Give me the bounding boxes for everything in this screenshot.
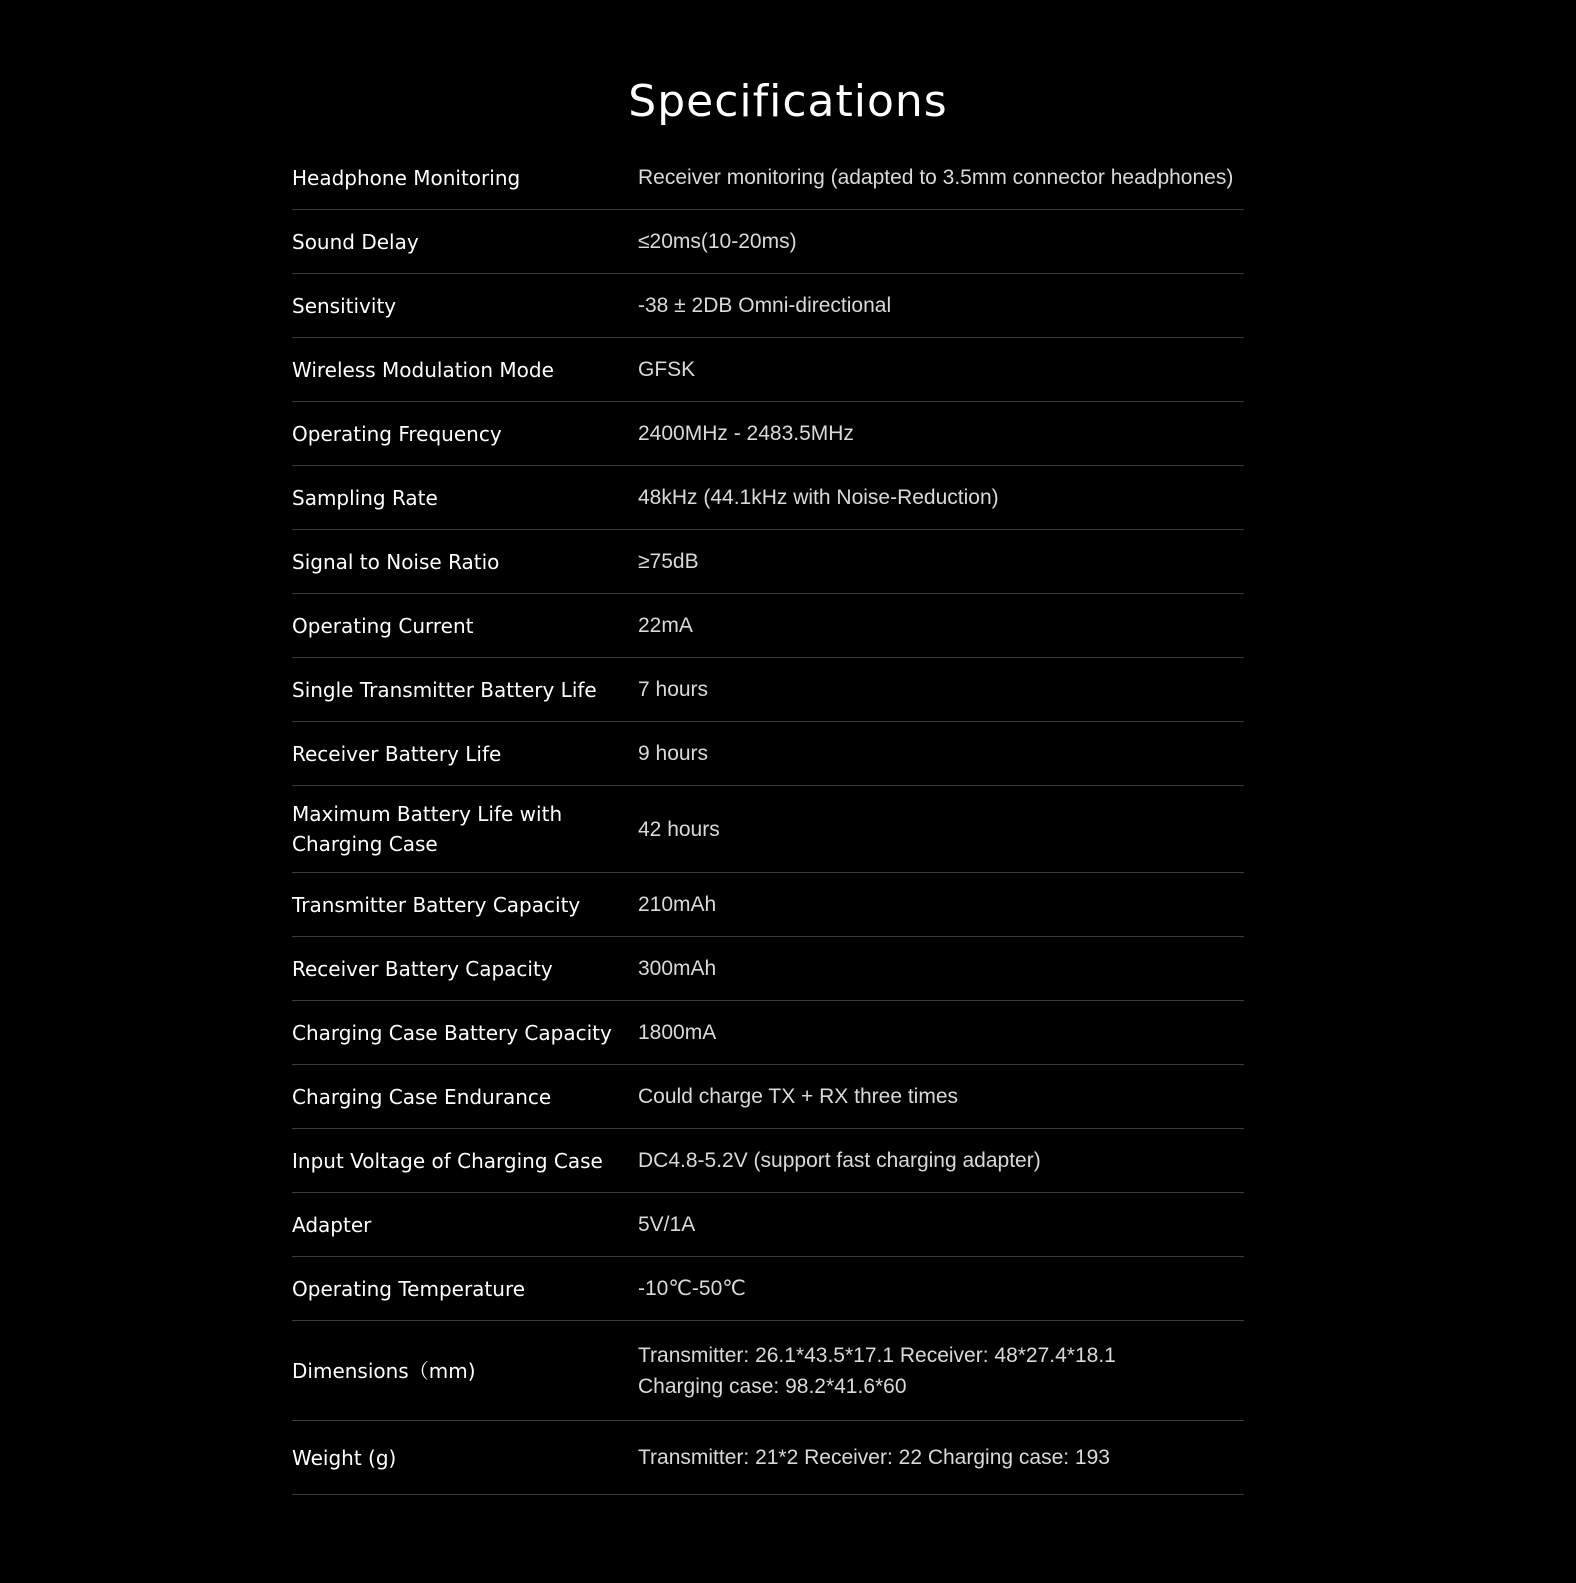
spec-row-headphone-monitoring [292, 146, 1244, 210]
spec-row-operating-temperature [292, 1257, 1244, 1321]
spec-label: Transmitter Battery Capacity [292, 892, 581, 917]
spec-label: Charging Case Endurance [292, 1084, 552, 1109]
spec-label: Single Transmitter Battery Life [292, 677, 597, 702]
spec-row-single-transmitter-battery-life [292, 658, 1244, 722]
spec-row-input-voltage [292, 1129, 1244, 1193]
spec-value: 9 hours [638, 742, 709, 765]
spec-value: 210mAh [638, 893, 717, 916]
spec-row-wireless-modulation-mode [292, 338, 1244, 402]
spec-row-receiver-battery-life [292, 722, 1244, 786]
spec-label: Charging Case Battery Capacity [292, 1020, 612, 1045]
spec-label: Operating Current [292, 613, 474, 638]
spec-label: Wireless Modulation Mode [292, 357, 554, 382]
spec-value: 48kHz (44.1kHz with Noise-Reduction) [638, 486, 999, 509]
spec-value: 22mA [638, 614, 693, 637]
specifications-table [292, 146, 1244, 1495]
spec-value: Receiver monitoring (adapted to 3.5mm connector headphones) [638, 166, 1234, 189]
spec-row-receiver-battery-capacity [292, 937, 1244, 1001]
spec-row-adapter [292, 1193, 1244, 1257]
spec-label: Weight (g) [292, 1445, 397, 1470]
spec-value: 7 hours [638, 678, 709, 701]
page-title: Specifications [628, 76, 948, 127]
spec-row-transmitter-battery-capacity [292, 873, 1244, 937]
spec-label: Receiver Battery Capacity [292, 956, 553, 981]
spec-value: 300mAh [638, 957, 717, 980]
spec-label: Operating Temperature [292, 1276, 526, 1301]
spec-value: 2400MHz - 2483.5MHz [638, 422, 854, 445]
spec-label: Dimensions（mm) [292, 1358, 476, 1383]
spec-value: ≥75dB [638, 550, 699, 573]
spec-row-charging-case-battery-capacity [292, 1001, 1244, 1065]
spec-row-sampling-rate [292, 466, 1244, 530]
spec-value: -10℃-50℃ [638, 1277, 746, 1300]
spec-row-charging-case-endurance [292, 1065, 1244, 1129]
spec-row-weight [292, 1421, 1244, 1495]
spec-label: Operating Frequency [292, 421, 502, 446]
spec-row-operating-frequency [292, 402, 1244, 466]
spec-value: 1800mA [638, 1021, 717, 1044]
spec-label: Adapter [292, 1212, 372, 1237]
spec-value: 5V/1A [638, 1213, 696, 1236]
spec-label: Sensitivity [292, 293, 397, 318]
spec-label: Headphone Monitoring [292, 165, 521, 190]
spec-row-sound-delay [292, 210, 1244, 274]
spec-label: Signal to Noise Ratio [292, 549, 500, 574]
spec-label: Maximum Battery Life with Charging Case [292, 802, 563, 856]
spec-value: -38 ± 2DB Omni-directional [638, 294, 892, 317]
spec-value: Transmitter: 21*2 Receiver: 22 Charging case: 193 [638, 1446, 1110, 1469]
spec-value: GFSK [638, 358, 696, 381]
spec-label: Sampling Rate [292, 485, 438, 510]
spec-value: Transmitter: 26.1*43.5*17.1 Receiver: 48*27.4*18.1 Charging case: 98.2*41.6*60 [638, 1343, 1116, 1398]
spec-label: Sound Delay [292, 229, 419, 254]
spec-value: DC4.8-5.2V (support fast charging adapter) [638, 1149, 1041, 1172]
spec-row-dimensions [292, 1321, 1244, 1421]
spec-value: Could charge TX + RX three times [638, 1085, 959, 1108]
spec-value: 42 hours [638, 817, 720, 841]
spec-value: ≤20ms(10-20ms) [638, 230, 797, 253]
spec-row-sensitivity [292, 274, 1244, 338]
spec-row-signal-to-noise-ratio [292, 530, 1244, 594]
spec-label: Receiver Battery Life [292, 741, 502, 766]
spec-row-operating-current [292, 594, 1244, 658]
spec-label: Input Voltage of Charging Case [292, 1148, 603, 1173]
spec-row-maximum-battery-life [292, 786, 1244, 873]
